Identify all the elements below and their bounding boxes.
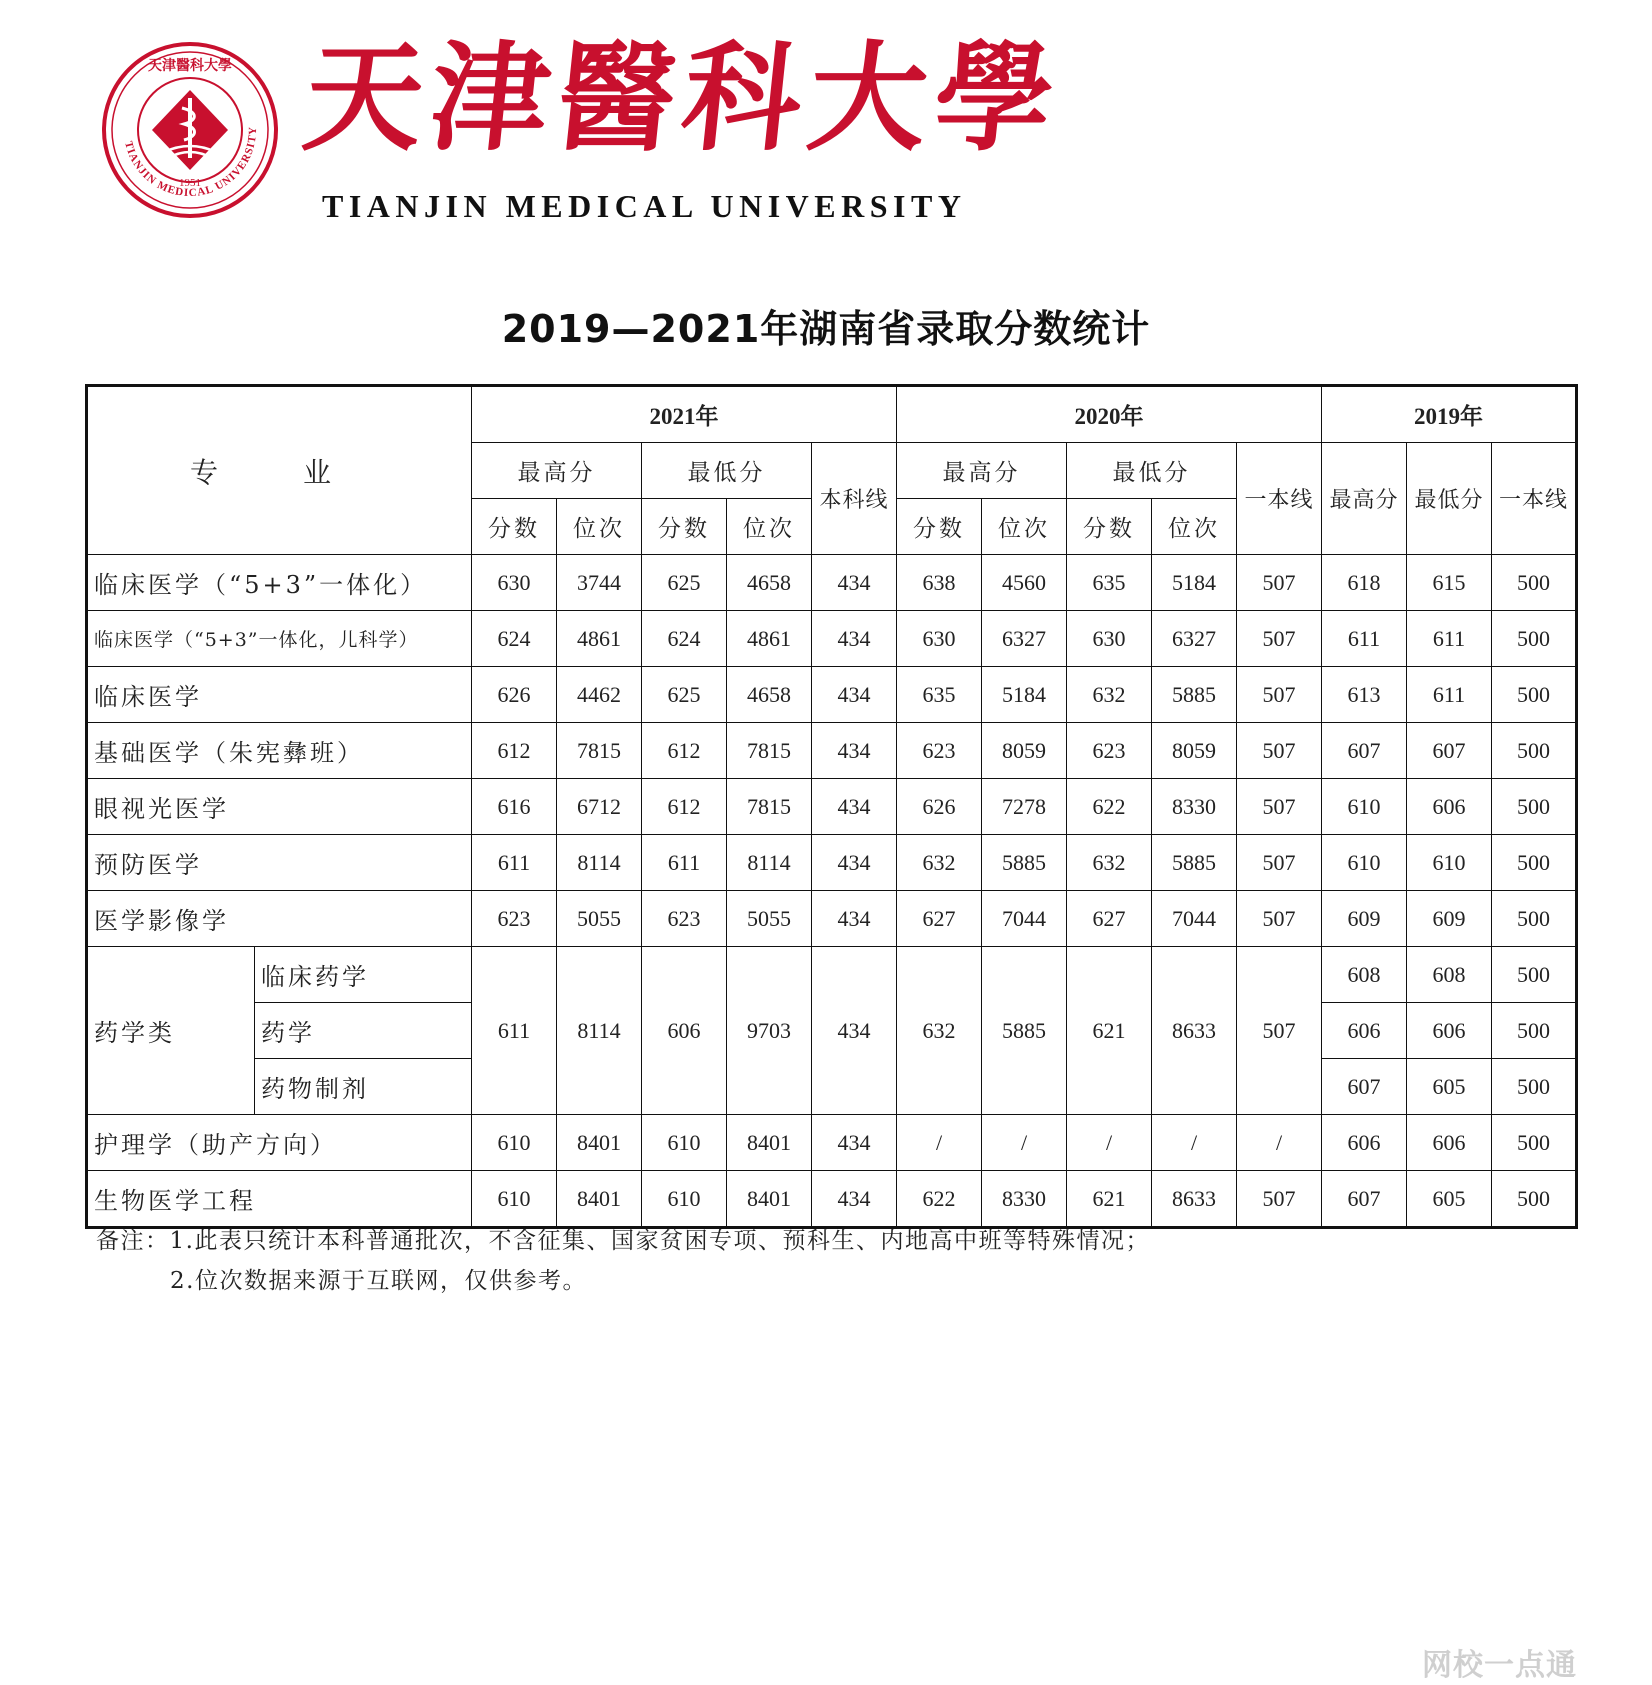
score-cell: 434	[812, 723, 897, 779]
score-cell: 500	[1492, 611, 1577, 667]
score-cell: 608	[1407, 947, 1492, 1003]
score-cell: 9703	[727, 947, 812, 1115]
score-cell: 507	[1237, 779, 1322, 835]
score-cell: 507	[1237, 891, 1322, 947]
score-cell: 610	[472, 1115, 557, 1171]
score-cell: 4861	[727, 611, 812, 667]
score-cell: 500	[1492, 779, 1577, 835]
page-header	[0, 0, 1652, 260]
score-cell: 611	[1322, 611, 1407, 667]
table-row-pharmacy	[87, 947, 1577, 1003]
line-header-2019: 一本线	[1492, 443, 1577, 555]
max-score-header-2020: 最高分	[897, 443, 1067, 499]
score-cell: 606	[1407, 1115, 1492, 1171]
score-cell: 632	[1067, 667, 1152, 723]
table-row	[87, 667, 1577, 723]
admission-score-table	[85, 384, 1578, 1229]
score-cell: 605	[1407, 1059, 1492, 1115]
seal-ring-text: TIANJIN MEDICAL UNIVERSITY	[122, 125, 260, 200]
score-cell: 611	[1407, 667, 1492, 723]
score-cell: 610	[472, 1171, 557, 1228]
score-cell: 5055	[727, 891, 812, 947]
score-cell: 635	[897, 667, 982, 723]
score-cell: 618	[1322, 555, 1407, 611]
score-cell: 616	[472, 779, 557, 835]
score-cell: 8059	[982, 723, 1067, 779]
score-cell: 500	[1492, 1171, 1577, 1228]
score-cell: 434	[812, 779, 897, 835]
max-score-header-2021: 最高分	[472, 443, 642, 499]
score-cell: 507	[1237, 611, 1322, 667]
score-cell: 434	[812, 1115, 897, 1171]
score-cell: 500	[1492, 947, 1577, 1003]
score-subheader: 分数	[642, 499, 727, 555]
score-cell: /	[1067, 1115, 1152, 1171]
score-cell: 507	[1237, 1171, 1322, 1228]
score-cell: 615	[1407, 555, 1492, 611]
score-cell: 607	[1407, 723, 1492, 779]
score-cell: 5885	[1152, 667, 1237, 723]
max-score-header-2019: 最高分	[1322, 443, 1407, 555]
score-cell: 3744	[557, 555, 642, 611]
table-row	[87, 723, 1577, 779]
score-cell: 623	[472, 891, 557, 947]
score-cell: 606	[642, 947, 727, 1115]
score-cell: 8059	[1152, 723, 1237, 779]
score-cell: 630	[1067, 611, 1152, 667]
score-cell: 8633	[1152, 947, 1237, 1115]
score-cell: 611	[472, 947, 557, 1115]
score-cell: 8114	[557, 947, 642, 1115]
score-cell: 7815	[557, 723, 642, 779]
line-header-2020: 一本线	[1237, 443, 1322, 555]
score-cell: 608	[1322, 947, 1407, 1003]
score-cell: 605	[1407, 1171, 1492, 1228]
score-cell: 5184	[1152, 555, 1237, 611]
score-cell: 624	[472, 611, 557, 667]
min-score-header-2019: 最低分	[1407, 443, 1492, 555]
score-cell: 622	[897, 1171, 982, 1228]
score-cell: 610	[1322, 779, 1407, 835]
score-cell: 434	[812, 947, 897, 1115]
score-cell: 4861	[557, 611, 642, 667]
page-title: 2019—2021年湖南省录取分数统计	[501, 307, 1151, 351]
score-cell: 434	[812, 611, 897, 667]
score-cell: 4658	[727, 555, 812, 611]
score-cell: 5055	[557, 891, 642, 947]
score-cell: 8401	[727, 1171, 812, 1228]
score-cell: 635	[1067, 555, 1152, 611]
score-cell: 612	[642, 723, 727, 779]
score-cell: 626	[897, 779, 982, 835]
sub-major-cell: 临床药学	[255, 947, 472, 1003]
score-cell: 606	[1322, 1115, 1407, 1171]
year-header-2020: 2020年	[897, 386, 1322, 443]
major-name-cell: 护理学（助产方向）	[87, 1115, 472, 1171]
score-cell: 500	[1492, 667, 1577, 723]
score-cell: 7815	[727, 779, 812, 835]
score-cell: 6327	[1152, 611, 1237, 667]
major-name-cell: 医学影像学	[87, 891, 472, 947]
university-seal-logo	[100, 40, 280, 220]
score-cell: 630	[472, 555, 557, 611]
score-cell: 611	[1407, 611, 1492, 667]
major-name-cell: 临床医学（“5+3”一体化）	[87, 555, 472, 611]
table-row	[87, 611, 1577, 667]
score-cell: 7044	[1152, 891, 1237, 947]
score-cell: /	[1152, 1115, 1237, 1171]
admission-score-table-container	[85, 384, 1578, 1229]
score-cell: 434	[812, 667, 897, 723]
seal-top-text: 天津醫科大學	[148, 58, 232, 74]
score-cell: 500	[1492, 891, 1577, 947]
score-cell: 6327	[982, 611, 1067, 667]
score-cell: 606	[1407, 779, 1492, 835]
rank-subheader: 位次	[727, 499, 812, 555]
score-cell: 5885	[982, 947, 1067, 1115]
score-cell: 623	[1067, 723, 1152, 779]
score-cell: 622	[1067, 779, 1152, 835]
score-cell: 8330	[982, 1171, 1067, 1228]
score-cell: 607	[1322, 1059, 1407, 1115]
score-cell: /	[897, 1115, 982, 1171]
score-cell: 623	[897, 723, 982, 779]
score-cell: 630	[897, 611, 982, 667]
major-group-cell: 药学类	[87, 947, 255, 1115]
year-header-2021: 2021年	[472, 386, 897, 443]
rank-subheader: 位次	[982, 499, 1067, 555]
score-cell: 610	[1322, 835, 1407, 891]
score-cell: /	[1237, 1115, 1322, 1171]
score-cell: 611	[642, 835, 727, 891]
score-cell: 507	[1237, 555, 1322, 611]
year-header-2019: 2019年	[1322, 386, 1577, 443]
score-cell: 434	[812, 891, 897, 947]
table-row	[87, 1115, 1577, 1171]
major-name-cell: 眼视光医学	[87, 779, 472, 835]
score-cell: 610	[642, 1115, 727, 1171]
table-row	[87, 891, 1577, 947]
score-cell: 8401	[557, 1171, 642, 1228]
score-cell: 627	[897, 891, 982, 947]
score-cell: 7278	[982, 779, 1067, 835]
table-row	[87, 835, 1577, 891]
score-cell: 625	[642, 555, 727, 611]
score-cell: 624	[642, 611, 727, 667]
score-cell: 621	[1067, 1171, 1152, 1228]
table-notes	[96, 1221, 1150, 1301]
table-row	[87, 779, 1577, 835]
score-cell: 609	[1322, 891, 1407, 947]
seal-year: 1951	[179, 177, 201, 189]
major-name-cell: 基础医学（朱宪彝班）	[87, 723, 472, 779]
score-cell: 500	[1492, 1003, 1577, 1059]
rank-subheader: 位次	[557, 499, 642, 555]
score-cell: 638	[897, 555, 982, 611]
note-line-1: 备注：1.此表只统计本科普通批次，不含征集、国家贫困专项、预科生、内地高中班等特殊情况；	[96, 1228, 1150, 1254]
score-cell: 613	[1322, 667, 1407, 723]
score-cell: 5885	[982, 835, 1067, 891]
score-cell: 626	[472, 667, 557, 723]
score-cell: 609	[1407, 891, 1492, 947]
score-cell: 500	[1492, 835, 1577, 891]
sub-major-cell: 药学	[255, 1003, 472, 1059]
score-cell: 612	[642, 779, 727, 835]
site-watermark: 网校一点通	[1422, 1648, 1577, 1683]
major-column-header: 专 业	[87, 386, 472, 555]
min-score-header-2020: 最低分	[1067, 443, 1237, 499]
score-cell: 500	[1492, 555, 1577, 611]
sub-major-cell: 药物制剂	[255, 1059, 472, 1115]
score-cell: 4462	[557, 667, 642, 723]
score-cell: 623	[642, 891, 727, 947]
score-cell: 8633	[1152, 1171, 1237, 1228]
score-cell: 8401	[557, 1115, 642, 1171]
score-cell: 607	[1322, 1171, 1407, 1228]
score-cell: 5885	[1152, 835, 1237, 891]
major-name-cell: 预防医学	[87, 835, 472, 891]
score-cell: 6712	[557, 779, 642, 835]
score-cell: 610	[642, 1171, 727, 1228]
score-cell: 507	[1237, 723, 1322, 779]
score-cell: 507	[1237, 835, 1322, 891]
score-cell: 507	[1237, 947, 1322, 1115]
note-line-2: 2.位次数据来源于互联网，仅供参考。	[170, 1268, 587, 1294]
score-cell: 500	[1492, 723, 1577, 779]
major-name-cell: 临床医学（“5+3”一体化，儿科学）	[87, 611, 472, 667]
score-subheader: 分数	[897, 499, 982, 555]
score-cell: 8114	[557, 835, 642, 891]
score-cell: 434	[812, 835, 897, 891]
major-name-cell: 临床医学	[87, 667, 472, 723]
score-cell: /	[982, 1115, 1067, 1171]
score-cell: 611	[472, 835, 557, 891]
score-cell: 625	[642, 667, 727, 723]
score-cell: 500	[1492, 1115, 1577, 1171]
min-score-header-2021: 最低分	[642, 443, 812, 499]
score-cell: 632	[1067, 835, 1152, 891]
score-cell: 8330	[1152, 779, 1237, 835]
score-cell: 7815	[727, 723, 812, 779]
header-row-years	[87, 386, 1577, 443]
score-cell: 612	[472, 723, 557, 779]
score-cell: 500	[1492, 1059, 1577, 1115]
score-subheader: 分数	[472, 499, 557, 555]
score-cell: 606	[1407, 1003, 1492, 1059]
score-cell: 606	[1322, 1003, 1407, 1059]
score-cell: 5184	[982, 667, 1067, 723]
university-name-calligraphy: 天津醫科大學	[297, 28, 1069, 167]
table-row	[87, 1171, 1577, 1228]
major-name-cell: 生物医学工程	[87, 1171, 472, 1228]
score-cell: 7044	[982, 891, 1067, 947]
score-subheader: 分数	[1067, 499, 1152, 555]
score-cell: 632	[897, 835, 982, 891]
score-cell: 4560	[982, 555, 1067, 611]
score-cell: 8114	[727, 835, 812, 891]
score-cell: 632	[897, 947, 982, 1115]
score-cell: 607	[1322, 723, 1407, 779]
university-name-english: TIANJIN MEDICAL UNIVERSITY	[322, 188, 967, 224]
score-cell: 434	[812, 555, 897, 611]
score-cell: 610	[1407, 835, 1492, 891]
rank-subheader: 位次	[1152, 499, 1237, 555]
table-row	[87, 555, 1577, 611]
score-cell: 507	[1237, 667, 1322, 723]
score-cell: 434	[812, 1171, 897, 1228]
score-cell: 4658	[727, 667, 812, 723]
line-header-2021: 本科线	[812, 443, 897, 555]
score-cell: 8401	[727, 1115, 812, 1171]
score-cell: 621	[1067, 947, 1152, 1115]
score-cell: 627	[1067, 891, 1152, 947]
